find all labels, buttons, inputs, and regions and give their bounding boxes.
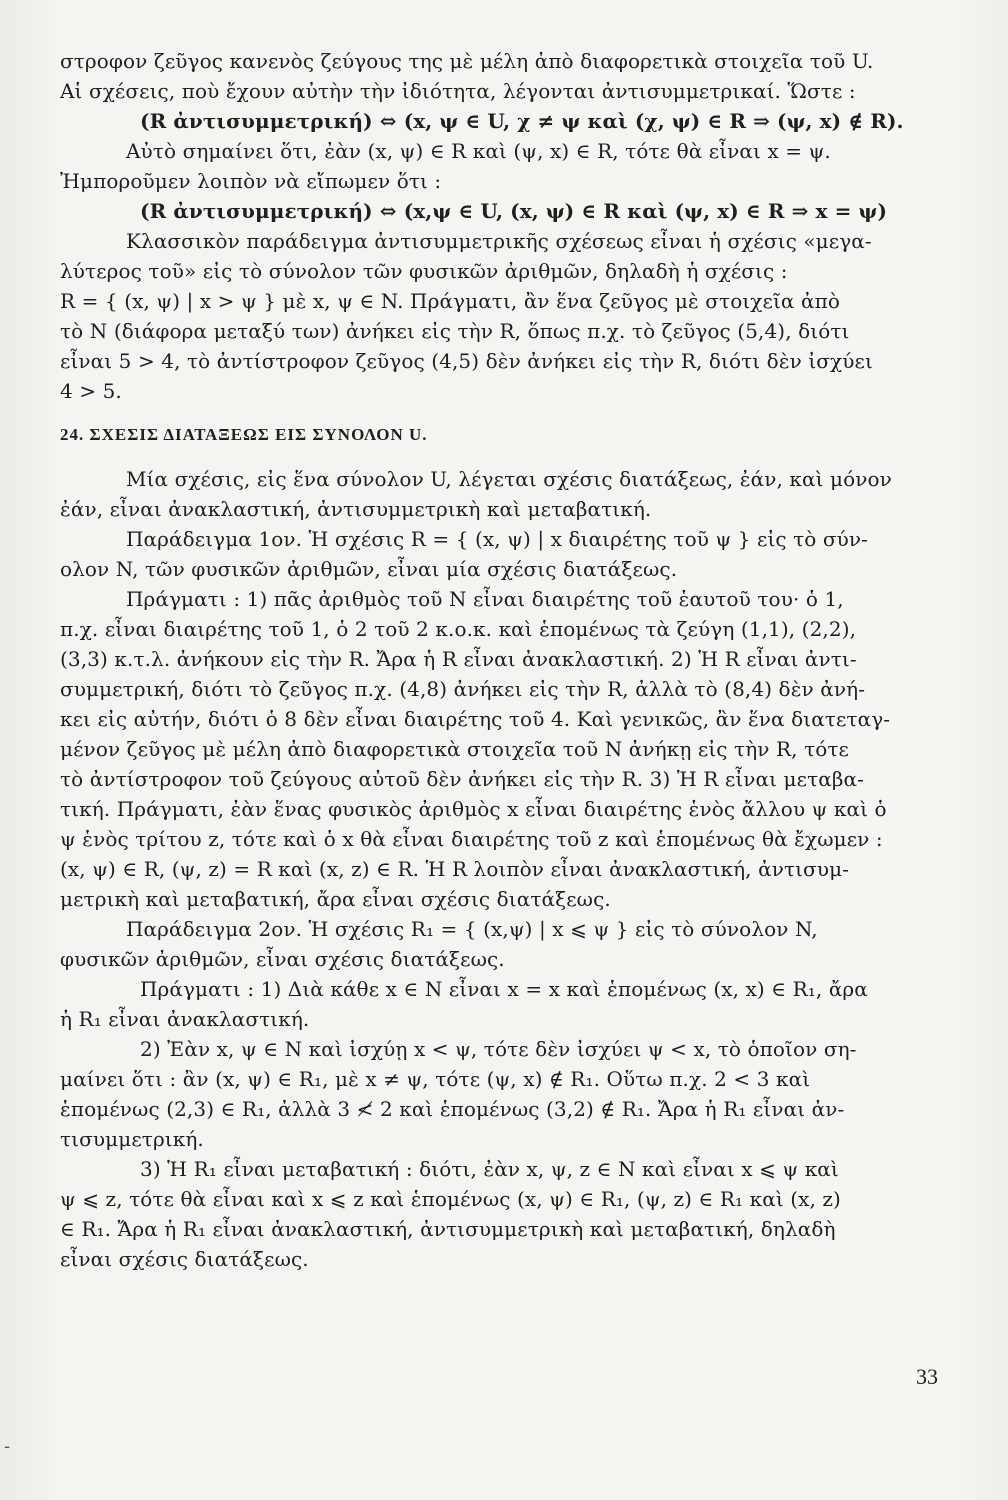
text-line: μαίνει ὅτι : ἂν (x, ψ) ∈ R₁, μὲ x ≠ ψ, τότε (ψ, x) ∉ R₁. Οὕτω π.χ. 2 < 3 καὶ (60, 1067, 811, 1091)
text-line: τική. Πράγματι, ἐὰν ἕνας φυσικὸς ἀριθμὸς x εἶναι διαιρέτης ἑνὸς ἄλλου ψ καὶ ὁ (60, 797, 887, 821)
text-line: Αἱ σχέσεις, ποὺ ἔχουν αὐτὴν τὴν ἰδιότητα, λέγονται ἀντισυμμετρικαί. Ὥστε : (60, 79, 856, 103)
text-line: Πράγματι : 1) πᾶς ἀριθμὸς τοῦ N εἶναι διαιρέτης τοῦ ἑαυτοῦ του· ὁ 1, (126, 587, 844, 611)
text-line: Κλασσικὸν παράδειγμα ἀντισυμμετρικῆς σχέσεως εἶναι ἡ σχέσις «μεγα- (126, 229, 872, 253)
text-line: Παράδειγμα 2ον. Ἡ σχέσις R₁ = { (x,ψ) | x ⩽ ψ } εἰς τὸ σύνολον N, (126, 917, 818, 941)
text-line: φυσικῶν ἀριθμῶν, εἶναι σχέσις διατάξεως. (60, 947, 505, 971)
text-line (60, 450, 940, 464)
text-line: ἡ R₁ εἶναι ἀνακλαστική. (60, 1007, 310, 1031)
text-line: ψ ἑνὸς τρίτου z, τότε καὶ ὁ x θὰ εἶναι διαιρέτης τοῦ z καὶ ἑπομένως θὰ ἔχωμεν : (60, 827, 883, 851)
text-line: κει εἰς αὐτήν, διότι ὁ 8 δὲν εἶναι διαιρέτης τοῦ 4. Καὶ γενικῶς, ἂν ἕνα διατεταγ- (60, 707, 891, 731)
text-line: 4 > 5. (60, 379, 122, 403)
text-line: π.χ. εἶναι διαιρέτης τοῦ 1, ὁ 2 τοῦ 2 κ.ο.κ. καὶ ἑπομένως τὰ ζεύγη (1,1), (2,2), (60, 617, 857, 641)
page-text (60, 46, 940, 1274)
text-line: 2) Ἐὰν x, ψ ∈ N καὶ ἰσχύῃ x < ψ, τότε δὲν ἰσχύει ψ < x, τὸ ὁποῖον ση- (140, 1037, 857, 1061)
text-line: ψ ⩽ z, τότε θὰ εἶναι καὶ x ⩽ z καὶ ἑπομένως (x, ψ) ∈ R₁, (ψ, z) ∈ R₁ καὶ (x, z) (60, 1187, 841, 1211)
text-line: μετρικὴ καὶ μεταβατική, ἄρα εἶναι σχέσις διατάξεως. (60, 887, 611, 911)
text-line: ἑπομένως (2,3) ∈ R₁, ἀλλὰ 3 ≮ 2 καὶ ἑπομένως (3,2) ∉ R₁. Ἄρα ἡ R₁ εἶναι ἀν- (60, 1097, 845, 1121)
text-line: εἶναι σχέσις διατάξεως. (60, 1247, 309, 1271)
text-line: ολον N, τῶν φυσικῶν ἀριθμῶν, εἶναι μία σχέσις διατάξεως. (60, 557, 678, 581)
text-line: εἶναι 5 > 4, τὸ ἀντίστροφον ζεῦγος (4,5) δὲν ἀνήκει εἰς τὴν R, διότι δὲν ἰσχύει (60, 349, 873, 373)
text-line (60, 406, 940, 420)
text-line: ἐάν, εἶναι ἀνακλαστική, ἀντισυμμετρικὴ καὶ μεταβατική. (60, 497, 652, 521)
text-line: R = { (x, ψ) | x > ψ } μὲ x, ψ ∈ N. Πράγματι, ἂν ἕνα ζεῦγος μὲ στοιχεῖα ἀπὸ (60, 289, 840, 313)
margin-mark: - (4, 1436, 11, 1457)
text-line: Μία σχέσις, εἰς ἕνα σύνολον U, λέγεται σχέσις διατάξεως, ἐάν, καὶ μόνον (126, 467, 892, 491)
section-heading: 24. ΣΧΕΣΙΣ ΔΙΑΤΑΞΕΩΣ ΕΙΣ ΣΥΝΟΛΟΝ U. (60, 425, 428, 444)
text-line: (R ἀντισυμμετρική) ⇔ (x, ψ ∈ U, χ ≠ ψ καὶ (χ, ψ) ∈ R ⇒ (ψ, x) ∉ R). (140, 109, 904, 133)
text-line: 3) Ἡ R₁ εἶναι μεταβατική : διότι, ἐὰν x, ψ, z ∈ N καὶ εἶναι x ⩽ ψ καὶ (140, 1157, 839, 1181)
text-line: τὸ N (διάφορα μεταξύ των) ἀνήκει εἰς τὴν R, ὅπως π.χ. τὸ ζεῦγος (5,4), διότι (60, 319, 850, 343)
text-line: Αὐτὸ σημαίνει ὅτι, ἐὰν (x, ψ) ∈ R καὶ (ψ, x) ∈ R, τότε θὰ εἶναι x = ψ. (126, 139, 831, 163)
text-line: τὸ ἀντίστροφον τοῦ ζεύγους αὐτοῦ δὲν ἀνήκει εἰς τὴν R. 3) Ἡ R εἶναι μεταβα- (60, 767, 865, 791)
text-line: Ἠμποροῦμεν λοιπὸν νὰ εἴπωμεν ὅτι : (60, 169, 442, 193)
text-line: τισυμμετρική. (60, 1127, 204, 1151)
text-line: (x, ψ) ∈ R, (ψ, z) = R καὶ (x, z) ∈ R. Ἡ R λοιπὸν εἶναι ἀνακλαστική, ἀντισυμ- (60, 857, 850, 881)
page-number: 33 (916, 1364, 938, 1389)
text-line: (3,3) κ.τ.λ. ἀνήκουν εἰς τὴν R. Ἄρα ἡ R εἶναι ἀνακλαστική. 2) Ἡ R εἶναι ἀντι- (60, 647, 857, 671)
text-line: Πράγματι : 1) Διὰ κάθε x ∈ N εἶναι x = x καὶ ἑπομένως (x, x) ∈ R₁, ἄρα (140, 977, 868, 1001)
text-line: (R ἀντισυμμετρική) ⇔ (x,ψ ∈ U, (x, ψ) ∈ R καὶ (ψ, x) ∈ R ⇒ x = ψ) (140, 199, 888, 223)
text-line: στροφον ζεῦγος κανενὸς ζεύγους της μὲ μέλη ἀπὸ διαφορετικὰ στοιχεῖα τοῦ U. (60, 49, 874, 73)
text-line: Παράδειγμα 1ον. Ἡ σχέσις R = { (x, ψ) | x διαιρέτης τοῦ ψ } εἰς τὸ σύν- (126, 527, 869, 551)
text-line: ∈ R₁. Ἄρα ἡ R₁ εἶναι ἀνακλαστική, ἀντισυμμετρικὴ καὶ μεταβατική, δηλαδὴ (60, 1217, 836, 1241)
text-line: συμμετρική, διότι τὸ ζεῦγος π.χ. (4,8) ἀνήκει εἰς τὴν R, ἀλλὰ τὸ (8,4) δὲν ἀνή- (60, 677, 866, 701)
text-line: λύτερος τοῦ» εἰς τὸ σύνολον τῶν φυσικῶν ἀριθμῶν, δηλαδὴ ἡ σχέσις : (60, 259, 788, 283)
text-line: μένον ζεῦγος μὲ μέλη ἀπὸ διαφορετικὰ στοιχεῖα τοῦ N ἀνήκῃ εἰς τὴν R, τότε (60, 737, 849, 761)
